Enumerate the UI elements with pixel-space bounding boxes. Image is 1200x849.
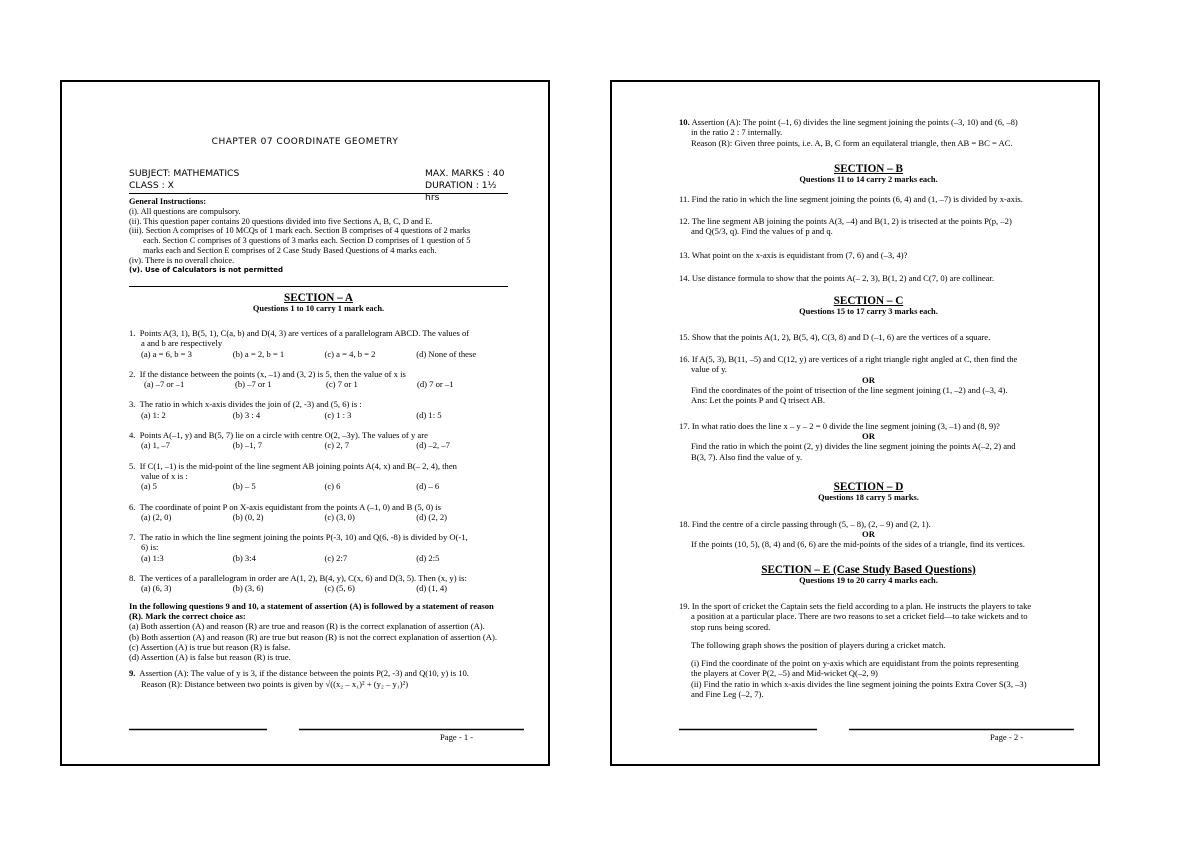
option-a: (a) (2, 0) (141, 511, 172, 522)
section-d-title: SECTION – D (833, 481, 904, 493)
option-b: (b) –1, 7 (232, 440, 263, 451)
assertion-text-cont: in the ratio 2 : 7 internally. (691, 127, 783, 138)
question-number: 6. (129, 501, 136, 512)
option-b: (b) (3, 6) (232, 583, 264, 594)
chapter-title: CHAPTER 07 COORDINATE GEOMETRY (211, 137, 399, 147)
alt-question-text: Find the ratio in which the point (2, y) divides the line segment joining the points A(–2, 2) and (691, 441, 1016, 452)
option-b: (b) (0, 2) (232, 511, 264, 522)
question-text: 18. Find the centre of a circle passing through (5, – 8), (2, – 9) and (2, 1). (679, 519, 931, 529)
section-a-title: SECTION – A (283, 292, 353, 304)
question-6 (129, 502, 508, 523)
option-c: (c) (3, 0) (324, 511, 355, 522)
question-text: The vertices of a parallelogram in order are A(1, 2), B(4, y), C(x, 6) and D(3, 5). Then (x, y) is: (139, 573, 467, 584)
question-7 (129, 532, 508, 563)
instruction-item: marks each and Section E comprises of 2 Case Study Based Questions of 4 marks each. (143, 245, 437, 255)
general-instructions (129, 197, 508, 275)
instructions-divider (129, 286, 508, 287)
header-divider (129, 193, 508, 194)
distance-formula: √((x₂ – x₁)² + (y₂ – y₁)²) (325, 678, 409, 689)
section-b-title: SECTION – B (833, 163, 903, 175)
answer-hint: Ans: Let the points P and Q trisect AB. (691, 394, 826, 405)
question-number: 3. (129, 399, 136, 410)
question-5 (129, 461, 508, 492)
question-text: Points A(3, 1), B(5, 1), C(a, b) and D(4, 3) are vertices of a parallelogram ABCD. The values of (139, 328, 470, 338)
sub-question-ii-cont: and Fine Leg (–2, 7). (691, 689, 764, 700)
question-11: 11. Find the ratio in which the line segment joining the points (6, 4) and (1, –7) is divided by x-axis. (679, 194, 1023, 204)
option-c: (c) 2:7 (324, 552, 348, 563)
question-19 (679, 601, 1058, 699)
option-a: (a) (6, 3) (141, 583, 172, 594)
section-a-questions (129, 328, 508, 689)
assertion-option-b: (b) Both assertion (A) and reason (R) are true but reason (R) is not the correct explanation of assertion (A). (129, 631, 497, 642)
question-8 (129, 573, 508, 594)
question-text-cont: a and b are respectively (141, 338, 223, 349)
instruction-item: (iii). Section A comprises of 10 MCQs of 1 mark each. Section B comprises of 4 questions of 2 marks (129, 226, 471, 236)
question-text: The coordinate of point P on X-axis equidistant from the points A (–1, 0) and B (5, 0) is (139, 501, 441, 512)
page-number: Page - 2 - (990, 732, 1024, 742)
option-c: (c) 6 (324, 481, 341, 492)
option-b: (b) –7 or 1 (235, 379, 272, 390)
question-number: 2. (129, 368, 136, 379)
option-b: (b) 3 : 4 (232, 409, 261, 420)
section-d-subtitle: Questions 18 carry 5 marks. (818, 493, 919, 502)
section-e-subtitle: Questions 19 to 20 carry 4 marks each. (799, 576, 938, 585)
subject-line (129, 168, 508, 180)
question-text: Points A(–1, y) and B(5, 7) lie on a circle with centre O(2, –3y). The values of y are (139, 430, 428, 441)
section-e-title: SECTION – E (Case Study Based Questions) (761, 564, 976, 576)
instruction-item: (v). Use of Calculators is not permitted (129, 265, 284, 274)
instruction-item: each. Section C comprises of 3 questions of 3 marks each. Section D comprises of 1 question of 5 (143, 236, 471, 246)
option-d: (d) (2, 2) (416, 511, 448, 522)
question-text: 12. The line segment AB joining the points A(3, –4) and B(1, 2) is trisected at the points P(p, –2) (679, 216, 1012, 226)
duration-label: DURATION : 1½ hrs (425, 180, 497, 203)
sub-question-ii: (ii) Find the ratio in which x-axis divides the line segment joining the points Extra Cover S(3, –3) (691, 678, 1027, 689)
instruction-item: (iv). There is no overall choice. (129, 255, 235, 265)
section-b-subtitle: Questions 11 to 14 carry 2 marks each. (799, 175, 938, 184)
assertion-option-d: (d) Assertion (A) is false but reason (R) is true. (129, 652, 291, 663)
instruction-item: (ii). This question paper contains 20 questions divided into five Sections A, B, C, D and E. (129, 216, 433, 226)
option-a: (a) 1, –7 (141, 440, 170, 451)
option-c: (c) 1 : 3 (324, 409, 352, 420)
assertion-option-c: (c) Assertion (A) is true but reason (R) is false. (129, 641, 291, 652)
option-c: (c) a = 4, b = 2 (324, 348, 376, 359)
option-a: (a) 1:3 (141, 552, 164, 563)
or-separator: OR (862, 431, 875, 442)
question-13: 13. What point on the x-axis is equidistant from (7, 6) and (–3, 4)? (679, 250, 908, 260)
question-number: 8. (129, 573, 136, 584)
question-9 (129, 668, 508, 689)
sub-question-i: (i) Find the coordinate of the point on y-axis which are equidistant from the points representing (691, 658, 1019, 669)
question-text-cont: and Q(5/3, q). Find the values of p and q. (691, 226, 833, 237)
option-a: (a) 1: 2 (141, 409, 166, 420)
option-d: (d) 7 or –1 (417, 379, 454, 390)
option-c: (c) 7 or 1 (326, 379, 358, 390)
question-1 (129, 328, 508, 359)
reason-text: Reason (R): Distance between two points is given by (141, 678, 324, 689)
question-text: 16. If A(5, 3), B(11, –5) and C(12, y) are vertices of a right triangle right angled at C, then find the (679, 354, 1018, 364)
alt-question-text-cont: B(3, 7). Also find the value of y. (691, 451, 803, 462)
question-3 (129, 399, 508, 420)
assertion-intro: In the following questions 9 and 10, a statement of assertion (A) is followed by a statement of reason (R). Mark the correct choice as: (129, 600, 494, 621)
question-text-cont: value of y. (691, 364, 727, 375)
option-d: (d) 2:5 (416, 552, 440, 563)
question-18 (679, 519, 1058, 550)
max-marks-label: MAX. MARKS : 40 (425, 168, 505, 179)
question-text-cont: a position at a particular place. There are two reasons to set a cricket field—to take wickets and to (691, 611, 1028, 622)
question-15: 15. Show that the points A(1, 2), B(5, 4), C(3, 8) and D (–1, 6) are the vertices of a square. (679, 332, 991, 342)
option-a: (a) 5 (141, 481, 157, 492)
assertion-option-a: (a) Both assertion (A) and reason (R) are true and reason (R) is the correct explanation of assertion (A). (129, 621, 485, 632)
option-d: (d) (1, 4) (416, 583, 448, 594)
general-instructions-heading: General Instructions: (129, 197, 206, 206)
or-separator: OR (862, 374, 875, 385)
question-text-cont: The following graph shows the position of players during a cricket match. (691, 639, 946, 650)
reason-text: Reason (R): Given three points, i.e. A, B, C form an equilateral triangle, then AB = BC = AC. (691, 137, 1013, 148)
section-c-subtitle: Questions 15 to 17 carry 3 marks each. (799, 307, 938, 316)
option-c: (c) (5, 6) (324, 583, 355, 594)
option-d: (d) 1: 5 (416, 409, 442, 420)
question-text-cont: value of x is : (141, 470, 188, 481)
option-d: (d) – 6 (416, 481, 440, 492)
section-a-subtitle: Questions 1 to 10 carry 1 mark each. (252, 304, 385, 313)
option-b: (b) 3:4 (232, 552, 256, 563)
option-c: (c) 2, 7 (324, 440, 350, 451)
instruction-item: (i). All questions are compulsory. (129, 206, 241, 216)
section-a-header (129, 292, 508, 314)
subject-label: SUBJECT: MATHEMATICS (129, 168, 240, 179)
assertion-text: Assertion (A): The value of y is 3, if the distance between the points P(2, -3) and Q(10, y) is 10. (139, 668, 469, 679)
question-number: 7. (129, 532, 136, 543)
question-text: 19. In the sport of cricket the Captain sets the field according to a plan. He instructs the players to take (679, 601, 1032, 611)
alt-question-text: Find the coordinates of the point of trisection of the line segment joining (1, –2) and (–3, 4). (691, 384, 1008, 395)
section-c-header (679, 295, 1058, 317)
question-number: 10. (679, 117, 690, 127)
page-one (60, 80, 550, 766)
section-e-header (679, 564, 1058, 586)
class-label: CLASS : X (129, 180, 174, 191)
option-b: (b) – 5 (232, 481, 256, 492)
question-4 (129, 430, 508, 451)
sub-question-i-cont: the players at Cover P(2, –5) and Mid-wicket Q(–2, 9) (691, 668, 878, 679)
section-c-title: SECTION – C (833, 295, 904, 307)
section-d-header (679, 481, 1058, 503)
option-b: (b) a = 2, b = 1 (232, 348, 285, 359)
assertion-text: Assertion (A): The point (–1, 6) divides the line segment joining the points (–3, 10) and (6, –8) (691, 117, 1018, 127)
or-separator: OR (862, 529, 875, 540)
page-two (610, 80, 1100, 766)
option-d: (d) None of these (416, 348, 477, 359)
question-text: The ratio in which x-axis divides the join of (2, -3) and (5, 6) is : (139, 399, 362, 410)
question-number: 9. (129, 668, 136, 679)
question-text: The ratio in which the line segment joining the points P(-3, 10) and Q(6, -8) is divided by O(-1, (139, 532, 468, 543)
question-number: 4. (129, 430, 136, 441)
question-number: 1. (129, 328, 136, 338)
option-d: (d) –2, –7 (416, 440, 450, 451)
question-text: If C(1, –1) is the mid-point of the line segment AB joining points A(4, x) and B(– 2, 4), then (139, 460, 457, 471)
option-a: (a) –7 or –1 (144, 379, 185, 390)
question-2 (129, 369, 508, 390)
alt-question-text: If the points (10, 5), (8, 4) and (6, 6) are the mid-points of the sides of a triangle, find its vertices. (691, 539, 1025, 550)
option-a: (a) a = 6, b = 3 (141, 348, 192, 359)
question-12 (679, 216, 1058, 237)
question-text-cont: stop runs being scored. (691, 621, 771, 632)
page-number: Page - 1 - (440, 732, 474, 742)
question-number: 5. (129, 460, 136, 471)
question-text: 17. In what ratio does the line x – y – 2 = 0 divide the line segment joining (3, –1) and (8, 9)? (679, 421, 1000, 431)
question-text-cont: 6) is: (141, 542, 159, 553)
section-b-header (679, 163, 1058, 185)
question-10 (679, 117, 1058, 148)
question-16 (679, 354, 1058, 405)
question-14: 14. Use distance formula to show that the points A(– 2, 3), B(1, 2) and C(7, 0) are collinear. (679, 273, 995, 283)
question-17 (679, 421, 1058, 462)
question-text: If the distance between the points (x, –1) and (3, 2) is 5, then the value of x is (139, 368, 406, 379)
